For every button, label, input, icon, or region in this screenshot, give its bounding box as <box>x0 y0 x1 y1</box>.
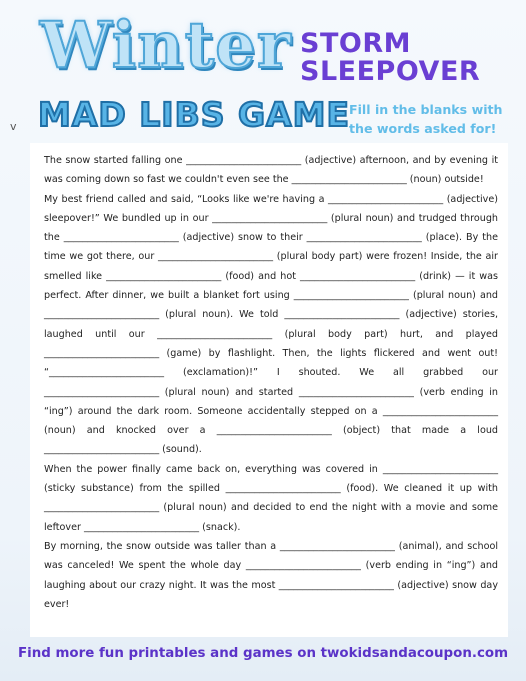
story-paragraph-2: My best friend called and said, “Looks like we're having a ________________________ (adjective) sleepover!” We bundled up in our ________________________ (plural noun) and trudged through the ________________________ (adjective) snow to their ________________________ (place). By the time we got there, our ________________________ (plural body part) were frozen! Inside, the air smelled like ________________________ (food) and hot ________________________ (drink) — it was perfect. After dinner, we built a blanket fort using ________________________ (plural noun) and ________________________ (plural noun). We told ________________________ (adjective) stories, laughed until our ________________________ (plural body part) hurt, and played ________________________ (game) by flashlight. Then, the lights flickered and went out! “________________________ (exclamation)!” I shouted. We all grabbed our ________________________ (plural noun) and started ________________________ (verb ending in “ing”) around the dark room. Someone accidentally stepped on a ________________________ (noun) and knocked over a ________________________ (object) that made a loud ________________________ (sound). <box>44 193 498 456</box>
story-paragraph-4: By morning, the snow outside was taller than a ________________________ (animal), and school was canceled! We spent the whole day ________________________ (verb ending in “ing”) and laughing about our crazy night. It was the most ________________________ (adjective) snow day ever! <box>44 540 498 610</box>
game-title: MAD LIBS GAME <box>38 95 350 134</box>
story-paragraph-1: The snow started falling one ________________________ (adjective) afternoon, and by evening it was coming down so fast we couldn't even see the ________________________ (noun) outside! <box>44 155 498 186</box>
footer-link[interactable]: Find more fun printables and games on twokidsandacoupon.com <box>17 646 509 661</box>
title-storm: STORM <box>300 28 411 59</box>
instructions: Fill in the blanks with the words asked for! <box>349 102 503 136</box>
title-winter: Winter <box>40 8 292 83</box>
title-storm-sleepover <box>300 30 480 86</box>
story-card <box>30 143 508 637</box>
story-paragraph-3: When the power finally came back on, everything was covered in ________________________ (sticky substance) from the spilled ________________________ (food). We cleaned it up with ________________________ (plural noun) and decided to end the night with a movie and some leftover ________________________ (snack). <box>44 463 498 533</box>
story-text <box>44 151 498 614</box>
tick-mark: v <box>10 120 17 133</box>
header <box>0 0 526 140</box>
title-sleepover: SLEEPOVER <box>300 56 481 87</box>
